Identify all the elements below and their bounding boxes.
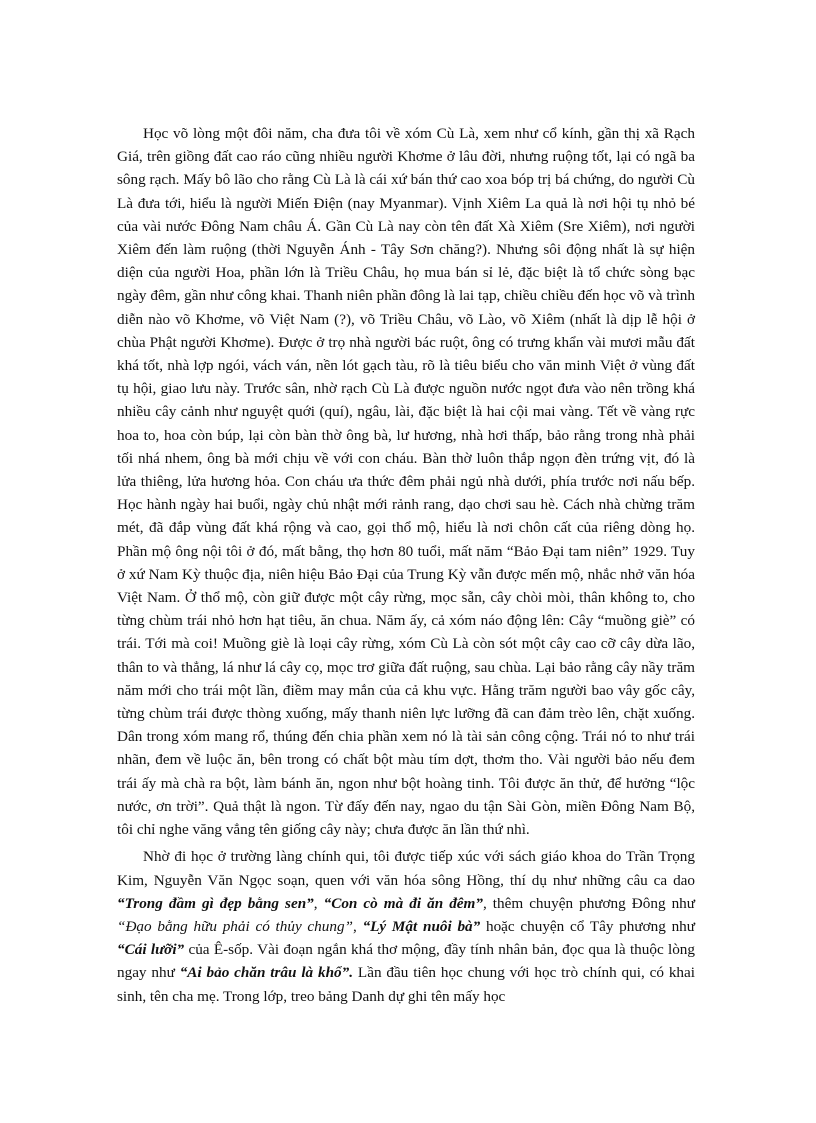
quote-con-co: “Con cò mà đi ăn đêm” (323, 894, 483, 912)
quote-trong-dam: “Trong đầm gì đẹp bằng sen” (117, 894, 314, 912)
quote-ly-mat: “Lý Mật nuôi bà” (362, 917, 481, 935)
separator-2: , (353, 917, 363, 935)
paragraph-2-text-3: hoặc chuyện cổ Tây phương như (480, 917, 695, 935)
paragraph-2-text-1: Nhờ đi học ở trường làng chính qui, tôi được tiếp xúc với sách giáo khoa do Trần Trọng Kim, Nguyễn Văn Ngọc soạn, quen với văn hóa sông Hồng, thí dụ như những câu ca dao (117, 848, 695, 889)
quote-chan-trau: “Ai bảo chăn trâu là khổ”. (179, 964, 354, 982)
paragraph-2-text-2: , thêm chuyện phương Đông như (482, 894, 695, 912)
document-page (117, 122, 695, 1008)
paragraph-1: Học võ lòng một đôi năm, cha đưa tôi về xóm Cù Là, xem như cổ kính, gần thị xã Rạch Giá, trên giồng đất cao ráo cũng nhiều người Khơme ở lâu đời, nhưng ruộng tốt, lại có ngã ba sông rạch. Mấy bô lão cho rằng Cù Là là cái xứ bán thứ cao xoa bóp trị bá chứng, do người Cù Là đưa tới, hiểu là người Miến Điện (nay Myanmar). Vịnh Xiêm La quả là nơi hội tụ nhỏ bé của vài nước Đông Nam châu Á. Gần Cù Là nay còn tên đất Xà Xiêm (Sre Xiêm), nơi người Xiêm đến làm ruộng (thời Nguyễn Ánh - Tây Sơn chăng?). Nhưng sôi động nhất là sự hiện diện của người Hoa, phần lớn là Triều Châu, họ mua bán sỉ lẻ, đặc biệt là tổ chức sòng bạc ngày đêm, gần như công khai. Thanh niên phần đông là lai tạp, chiều chiều đến học võ và trình diễn nào võ Khơme, võ Việt Nam (?), võ Triều Châu, võ Lào, võ Xiêm (nhất là dịp lễ hội ở chùa Phật người Khơme). Được ở trọ nhà người bác ruột, ông có trưng khẩn vài mươi mẫu đất khá tốt, nhà lợp ngói, vách ván, nền lót gạch tàu, rõ là tiêu biểu cho văn minh Việt ở vùng đất tụ hội, giao lưu này. Trước sân, nhờ rạch Cù Là được nguồn nước ngọt đưa vào nên trồng khá nhiều cây cảnh như nguyệt quới (quí), ngâu, lài, đặc biệt là hai cội mai vàng. Tết về vàng rực hoa to, hoa còn búp, lại còn bàn thờ ông bà, lư hương, nhà hơi thấp, bảo rằng trong nhà phải tối nhá nhem, ông bà mới chịu về với con cháu. Bàn thờ luôn thắp ngọn đèn trứng vịt, đó là lửa thiêng, lửa hương hỏa. Con cháu ưa thức đêm phải ngủ nhà dưới, phía trước nơi nấu bếp. Học hành ngày hai buổi, ngày chủ nhật mới rảnh rang, dạo chơi sau hè. Cách nhà chừng trăm mét, đã đắp vùng đất khá rộng và cao, gọi thổ mộ, hiểu là nơi chôn cất của riêng dòng họ. Phần mộ ông nội tôi ở đó, mất bằng, thọ hơn 80 tuổi, mất năm “Bảo Đại tam niên” 1929. Tuy ở xứ Nam Kỳ thuộc địa, niên hiệu Bảo Đại của Trung Kỳ vẫn được mến mộ, nhắc nhở văn hóa Việt Nam. Ở thổ mộ, còn giữ được một cây rừng, mọc sẵn, cây chòi mòi, thân không to, cho từng chùm trái nhỏ hơn hạt tiêu, ăn chua. Năm ấy, cả xóm náo động lên: Cây “muồng giè” có trái. Tới mà coi! Muồng giè là loại cây rừng, xóm Cù Là còn sót một cây cao cỡ cây dừa lão, thân to và thẳng, lá như lá cây cọ, mọc trơ giữa đất ruộng, sau chùa. Lại bảo rằng cây nầy trăm năm mới cho trái một lần, điềm may mắn của cả khu vực. Hằng trăm người bao vây gốc cây, từng chùm trái được thòng xuống, mấy thanh niên lực lưỡng đã can đảm trèo lên, chặt xuống. Dân trong xóm mang rổ, thúng đến chia phần xem nó là tài sản công cộng. Trái nó to như trái nhãn, đem về luộc ăn, bên trong có chất bột màu tím dợt, thơm tho. Vài người bảo nếu đem trái ấy mà chà ra bột, làm bánh ăn, ngon như bột hoàng tinh. Tôi được ăn thử, để hưởng “lộc nước, ơn trời”. Quả thật là ngon. Từ đấy đến nay, ngao du tận Sài Gòn, miền Đông Nam Bộ, tôi chỉ nghe văng vẳng tên giống cây này; chưa được ăn lần thứ nhì. (117, 125, 695, 839)
paragraph-2-text-4: của Ê-sốp. Vài đoạn ngắn khá thơ mộng, đầy tính nhân bản, đọc qua là thuộc lòng ngay như (117, 941, 695, 982)
quote-dao-bang-huu: “Đạo bằng hữu phải có thủy chung” (117, 917, 353, 935)
paragraph-2-text-5: Lần đầu tiên học chung với học trò chính qui, có khai sinh, tên cha mẹ. Trong lớp, treo bảng Danh dự ghi tên mấy học (117, 964, 695, 1005)
separator-1: , (313, 894, 324, 912)
paragraph-2 (117, 845, 695, 1007)
quote-cai-luoi: “Cái lưỡi” (117, 941, 185, 959)
